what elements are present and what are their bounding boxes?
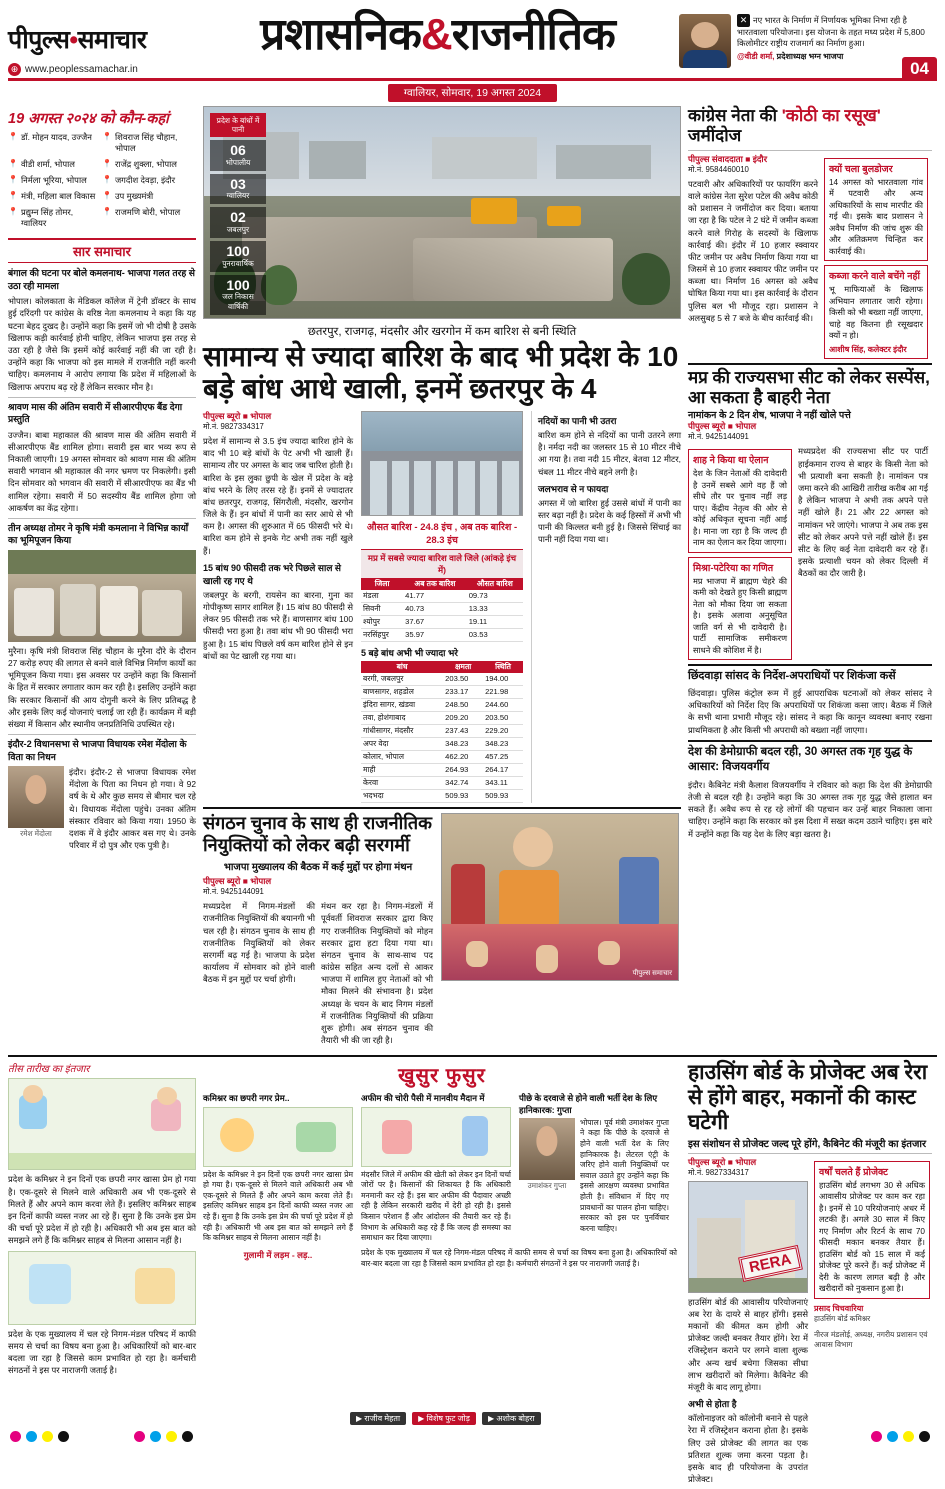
toon-art-1 <box>203 1107 353 1167</box>
rainfall-table <box>361 578 523 642</box>
toon-headline: अफीम की चोरी पैसी में मानवीय मैदान में <box>361 1093 485 1104</box>
housing-subhead: इस संशोधन से प्रोजेक्ट जल्द पूरे होंगे, कैबिनेट की मंजूरी का इंतजार <box>688 1138 927 1150</box>
brand-logo-main: पीपुल्स <box>8 26 70 54</box>
table-row: अपर वेदा 348.23 348.23 <box>361 737 523 750</box>
badge-item: 100 पुनरावार्षिक <box>210 241 266 272</box>
list-item <box>8 191 102 202</box>
story-headline: तीन अध्यक्ष तोमर ने कृषि मंत्री कमलाना ने विभिन्न कार्यों का भूमिपूजन किया <box>8 522 189 546</box>
location-pin-icon: 📍 <box>8 206 18 216</box>
table-header-row: बांध क्षमता स्थिति <box>361 661 523 673</box>
portrait-photo <box>519 1118 575 1180</box>
right-headline-4: देश की डेमोग्राफी बदल रही, 30 अगस्त तक गृह युद्ध के आसार: विजयवर्गीय <box>688 745 913 774</box>
story-body: अगस्त में जो बारिश हुई उससे बांधों में पानी का स्तर बढ़ा नहीं है। प्रदेश के कई हिस्सों में अभी भी पानी की किल्लत बनी हुई है। जिससे सिंचाई का पानी नहीं दिया गया था। <box>538 497 681 545</box>
title-left: प्रशासनिक <box>260 10 421 59</box>
list-item <box>8 132 102 154</box>
list-item <box>102 175 196 186</box>
location-pin-icon: 📍 <box>102 158 112 168</box>
story-body: बारिश कम होने से नदियों का पानी उतरने लगा है। नर्मदा नदी का जलस्तर 15 से 10 मीटर नीचे आ गया है। तवा नदी 15 मीटर, बेतवा 12 मीटर, चंबल 11 मीटर नीचे बहने लगी है। <box>538 429 681 477</box>
person-name: डॉ. मोहन यादव, उज्जैन <box>20 132 92 142</box>
toon-headline: पीछे के दरवाजे से होने वाली भर्ती देश के लिए हानिकारक: गुप्ता <box>519 1093 658 1115</box>
masthead-brand <box>8 6 196 76</box>
dams-table <box>361 661 523 803</box>
quote-role: हाउसिंग बोर्ड कमिश्नर <box>814 1313 871 1323</box>
toon-body: प्रदेश के कमिश्नर ने इन दिनों एक छपरी नगर खासा प्रेम हो गया है। एक-दूसरे से मिलने वाले अधिकारी अब भी एक-दूसरे से मिलते हैं और अपने काम करवा लेते हैं। इसलिए कमिश्नर साहब इन दिनों काफी व्यस्त नजर आ रहे हैं। सुना है कि उनके इस प्रेम की चर्चा पूरे प्रदेश में हो रही है। अधिकारी भी अब इस बात को समझने लगे हैं कि कमिश्नर साहब से मिलना आसान नहीं है। <box>203 1169 353 1243</box>
story-body: इंदौर। इंदौर-2 से भाजपा विधायक रमेश मेंदोला के पिता का निधन हो गया। वे 92 वर्ष के थे और कुछ समय से बीमार चल रहे थे। विधायक मेंदोला पहुंचे। उनका अंतिम संस्कार रविवार को किया गया। 1950 के दशक में वे इंदौर आकर बस गए थे। उनके परिवार में दो पुत्र और एक पुत्री है। <box>69 766 196 851</box>
left-column <box>8 106 196 1050</box>
person-name: मंत्री, महिला बाल विकास <box>20 190 96 201</box>
masthead-promo <box>679 6 937 68</box>
credit-2: ▶ विशेष फुट जोड़ <box>412 1412 476 1425</box>
story-body: प्रदेश के एक मुख्यालय में चल रहे निगम-मंडल परिषद में काफी समय से चर्चा का विषय बना हुआ है। अधिकारियों को बार-बार बदला जा रहा है जिससे काम प्रभावित हो रहा है। कर्मचारी संगठनों ने इस पर नाराजगी जताई है। <box>8 1328 196 1376</box>
divider <box>688 150 932 151</box>
rera-stamp: RERA <box>739 1245 803 1282</box>
list-item <box>102 207 196 229</box>
story-body: पटवारी और अधिकारियों पर फायरिंग करने वाले कांग्रेस नेता सुरेश पटेल की अवैध कोठी को प्रशासन ने जमींदोज कर दिया। बताया जा रहा है कि पटेल ने 2 घंटे में जमीन कब्जा करने वाले गिरोह के सदस्यों के खिलाफ कार्रवाई की। इंदौर में 10 हजार स्क्वायर फीट जमीन पर अवैध निर्माण किया गया था जिसमें से 10 हजार स्क्वायर फीट जमीन पर कब्जा था। निर्माण 16 अगस्त को अवैध घोषित किया गया था। इस कार्रवाई के दौरान पुलिस बल भी मौजूद रहा। प्रशासन ने अलसुबह 5 से 7 बजे के बीच कार्रवाई की। <box>688 178 818 323</box>
page-columns <box>8 106 937 1050</box>
left-story-3 <box>8 522 196 730</box>
brand-website[interactable] <box>8 63 196 76</box>
masthead-title <box>196 6 679 58</box>
divider <box>688 363 932 365</box>
divider <box>8 518 196 519</box>
infobox-mishra: मिश्रा-पटेरिया का गणित मप्र भाजपा में ब्राह्मण चेहरे की कमी को देखते हुए किसी ब्राह्मण नेता को मौका दिया जा सकता है। इसके अलावा अनुसूचित जाति वर्ग से भी दावेदारी है। पार्टी सामाजिक समीकरण साधने की कोशिश में है। <box>688 557 792 660</box>
lead-photo-demolition <box>203 106 681 319</box>
person-name: प्रद्युम्न सिंह तोमर, ग्वालियर <box>20 206 74 228</box>
location-pin-icon: 📍 <box>8 174 18 184</box>
right-column <box>688 106 932 1050</box>
divider <box>688 664 932 666</box>
shield-icon-label: कब्जा करने वाले बचेंगे नहीं <box>829 271 920 283</box>
section2-headline: संगठन चुनाव के साथ ही राजनीतिक नियुक्तियों को लेकर बढ़ी सरगर्मी <box>203 812 432 855</box>
rainfall-stat: औसत बारिश - 24.8 इंच , अब तक बारिश - 28.3 इंच <box>366 521 518 546</box>
person-name: वीडी शर्मा, भोपाल <box>20 158 75 169</box>
sub-headline: 5 बड़े बांध अभी भी ज्यादा भरे <box>361 647 458 658</box>
list-item <box>8 175 102 186</box>
dam-stats-badge <box>210 113 266 315</box>
list-item <box>102 191 196 202</box>
story-body: मंथन कर रहा है। निगम-मंडलों में पूर्ववर्ती शिवराज सरकार द्वारा किए गए राजनीतिक नियुक्तियों को मोहन सरकार द्वारा हटा दिया गया था। संगठन चुनाव के साथ-साथ पद कांग्रेस सहित अन्य दलों से आकर भाजपा में शामिल हुए नेताओं को भी मौका मिलने की संभावना है। प्रदेश अध्यक्ष के चयन के बाद निगम मंडलों में राजनीतिक नियुक्तियों की प्रक्रिया शुरू होगी। अब संगठन चुनाव की तैयारी भी की जा रही है। <box>321 901 433 1046</box>
story-headline: बंगाल की घटना पर बोले कमलनाथ- भाजपा गलत तरह से उठा रही मामला <box>8 268 195 291</box>
table-row: बरगी, जबलपुर 203.50 194.00 <box>361 673 523 686</box>
housing-headline: हाउसिंग बोर्ड के प्रोजेक्ट अब रेरा से होंगे बाहर, मकानों की कास्ट घटेगी <box>688 1061 928 1134</box>
table-row: कोलार, भोपाल 462.20 457.25 <box>361 750 523 763</box>
cartoon-title: तीस तारीख का इंतजार <box>8 1064 90 1076</box>
section-header-saar: सार समाचार <box>8 238 196 263</box>
list-item <box>102 132 196 154</box>
title-right: राजनीतिक <box>451 10 615 59</box>
dateline-text: ग्वालियर, सोमवार, 19 अगस्त 2024 <box>388 84 557 102</box>
khusur-column <box>8 1061 196 1489</box>
middle-column <box>203 106 681 1050</box>
story-body: छिंदवाड़ा। पुलिस कंट्रोल रूम में हुई आपराधिक घटनाओं को लेकर सांसद ने अधिकारियों को निर्देश दिए कि अपराधियों पर शिकंजा कसा जाए। बैठक में जिले के सभी थाना प्रभारी मौजूद रहे। सांसद ने कहा कि कानून व्यवस्था बनाए रखना प्राथमिकता है और किसी भी अपराधी को बख्शा नहीं जाएगा। <box>688 688 932 735</box>
table-row: गांधीसागर, मंदसौर 237.43 229.20 <box>361 724 523 737</box>
sub-headline: 15 बांध 90 फीसदी तक भरे पिछले साल से खाली रह गए थे <box>203 562 342 586</box>
story-headline: इंदौर-2 विधानसभा से भाजपा विधायक रमेश मेंदोला के विता का निधन <box>8 739 187 762</box>
promo-quote: नए भारत के निर्माण में निर्णायक भूमिका निभा रही है भारतवाला परियोजना। इस योजना के तहत मध्य प्रदेश में 5,800 किलोमीटर राष्ट्रीय राजमार्ग का निर्माण हुआ। <box>737 15 925 49</box>
footer-note: नीरज मंडलोई, अध्यक्ष, नगरीय प्रशासन एवं आवास विभाग <box>814 1329 928 1349</box>
infobox-why-bulldozer: क्यों चला बुलडोजर 14 अगस्त को भारतवाला गांव में पटवारी और अन्य अधिकारियों के साथ मारपीट की गई थी। इसके बाद प्रशासन ने अवैध निर्माण की जांच शुरू की और अतिक्रमण चिन्हित कर कार्रवाई की। <box>824 158 928 261</box>
story-body: मध्यप्रदेश की राज्यसभा सीट पर पार्टी हाईकमान राज्य से बाहर के किसी नेता को भी प्रत्याशी बना सकती है। नामांकन पत्र जमा करने की आखिरी तारीख करीब आ गई है लेकिन भाजपा ने अभी तक अपने पत्ते नहीं खोले हैं। 21 और 22 अगस्त को नामांकन भरे जाएंगे। भाजपा ने अब तक इस सीट को लेकर अपने पत्ते नहीं खोले हैं। इस सीट के लिए कई नेता दावेदारी कर रहे हैं। इसके प्रत्याशी चयन को लेकर दिल्ली में बैठकों का दौर जारी है। <box>798 446 928 579</box>
website-url: www.peoplessamachar.in <box>25 64 138 75</box>
color-registration-strip <box>0 1429 945 1443</box>
sub-headline: जलभराव से न फायदा <box>538 483 609 494</box>
section2-subhead: भाजपा मुख्यालय की बैठक में कई मुद्दों पर होगा मंथन <box>223 862 413 874</box>
x-logo-icon: ✕ <box>737 14 750 27</box>
photo-caption: उमाशंकर गुप्ता <box>527 1180 567 1190</box>
story-headline: श्रावण मास की अंतिम सवारी में सीआरपीएफ बैंड देगा प्रस्तुति <box>8 401 183 425</box>
lead-kicker: छतरपुर, राजगढ़, मंदसौर और खरगोन में कम बारिश से बनी स्थिति <box>307 326 577 338</box>
table-row: मंडला 41.77 09.73 <box>361 590 523 603</box>
right-headline-3: छिंदवाड़ा सांसद के निर्देश-अपराधियों पर शिकंजा कसें <box>688 670 896 683</box>
cartoon-left-2 <box>8 1251 196 1325</box>
promo-name: प्रदेशाध्यक्ष भग्न भाजपा <box>776 52 844 62</box>
badge-title: प्रदेश के बांधों में पानी <box>210 113 266 137</box>
brand-logo-dot: • <box>69 26 78 54</box>
list-item <box>8 207 102 229</box>
story-body: हाउसिंग बोर्ड की आवासीय परियोजनाएं अब रेरा के दायरे से बाहर होंगी। इससे मकानों की कीमत कम होगी और प्रोजेक्ट जल्दी बनकर तैयार होंगे। रेरा में रजिस्ट्रेशन कराने पर लगने वाला शुल्क और अन्य खर्च बचेगा जिसका सीधा लाभ खरीदारों को मिलेगा। कैबिनेट की मंजूरी के बाद लागू होगा। <box>688 1296 808 1392</box>
badge-item: 03 ग्वालियर <box>210 174 266 205</box>
infobox-projects: वर्षों चलते हैं प्रोजेक्ट हाउसिंग बोर्ड लगभग 30 से अधिक आवासीय प्रोजेक्ट पर काम कर रहा है। इनमें से 10 परियोजनाएं अधर में लटकी हैं। अगले 30 साल में किए गए निर्माण और रिटर्न के साथ 70 फीसदी मकान बनकर तैयार हैं। हाउसिंग बोर्ड को 15 साल में कई प्रोजेक्ट पूरे करने हैं। कई प्रोजेक्ट में देरी के कारण लागत बढ़ी है और खरीदारों को नुकसान हुआ है। <box>814 1161 930 1299</box>
location-pin-icon: 📍 <box>8 190 18 200</box>
right-subhead-2: नामांकन के 2 दिन शेष, भाजपा ने नहीं खोले पत्ते <box>688 410 851 422</box>
credit-3: ▶ अशोक बोहरा <box>482 1412 541 1425</box>
infobox-encroachers: कब्जा करने वाले बचेंगे नहीं भू माफियाओं के खिलाफ अभियान लगातार जारी रहेगा। किसी को भी बख्शा नहीं जाएगा, चाहे वह कितना ही रसूखदार क्यों न हो। आशीष सिंह, कलेक्टर इंदौर <box>824 265 928 358</box>
location-pin-icon: 📍 <box>8 132 18 141</box>
housing-board-column <box>688 1061 932 1489</box>
toon-headline: गुलामी में लड़म - लड़.. <box>243 1249 313 1260</box>
cartoon-left <box>8 1078 196 1170</box>
byline: पीपुल्स ब्यूरो ■ भोपाल मो.नं. 9827334317 <box>688 1156 757 1177</box>
right-headline-2: मप्र की राज्यसभा सीट को लेकर सस्पेंस, आ सकता है बाहरी नेता <box>688 367 930 407</box>
toon-headline: कमिश्नर का छपरी नगर प्रेम.. <box>203 1093 290 1104</box>
table-row: तवा, होशंगाबाद 209.20 203.50 <box>361 711 523 724</box>
quote-attribution: प्रसाद चिचवारिया <box>814 1303 864 1313</box>
list-item <box>102 159 196 170</box>
photo-credit: पीपुल्स समाचार <box>632 969 672 977</box>
byline: पीपुल्स ब्यूरो ■ भोपाल मो.नं. 9425144091 <box>203 876 272 897</box>
table-title: मप्र में सबसे ज्यादा बारिश वाले जिले (आंकड़े इंच में) <box>361 549 523 578</box>
badge-item: 06 भोपालीय <box>210 140 266 171</box>
sub-headline: अभी से होता है <box>688 1399 737 1410</box>
divider <box>8 734 196 735</box>
table-row: सिवनी 40.73 13.33 <box>361 602 523 615</box>
table-row: केरवा 342.74 343.11 <box>361 776 523 789</box>
rakhi-photo <box>441 813 679 981</box>
khusur-fusur-header: खुसुर फुसुर <box>398 1065 486 1088</box>
person-name: शिवराज सिंह चौहान, भोपाल <box>114 132 178 153</box>
who-where-title: 19 अगस्त २०२४ को कौन-कहां <box>8 111 169 127</box>
story-body: उज्जैन। बाबा महाकाल की श्रावण मास की अंतिम सवारी में सीआरपीएफ बैंड शामिल होगा। सवारी इस बार भव्य रूप से निकाली जाएगी। 19 अगस्त सोमवार को श्रावण मास की अंतिम सवारी भगवान श्री महाकाल की नगर भ्रमण पर निकलेगी। इसी दिन सोमवार को भगवान की सवारी में सीआरपीएफ का बैंड भी शामिल रहेगा। सवारी में 50 सदस्यीय बैंड शामिल होगा जो आकर्षण का केंद्र रहेगा। <box>8 429 196 513</box>
table-header-row: जिला अब तक बारिश औसत बारिश <box>361 578 523 590</box>
quote-attribution: आशीष सिंह, कलेक्टर इंदौर <box>829 344 907 354</box>
left-story-2 <box>8 401 196 514</box>
story-body: मध्यप्रदेश में निगम-मंडलों की राजनीतिक नियुक्तियों की बयानगी भी चल रही है। संगठन चुनाव के साथ ही राजनीतिक नियुक्तियों को लेकर सरगर्मी बढ़ गई है। भाजपा के प्रदेश कार्यालय में सोमवार को होने वाली बैठक में इन मुद्दों पर चर्चा होगी। <box>203 901 315 985</box>
toon-art-2 <box>361 1107 511 1167</box>
table-row: बाणसागर, शहडोल 233.17 221.98 <box>361 685 523 698</box>
table-row: भदभदा 509.93 509.93 <box>361 789 523 802</box>
location-pin-icon: 📍 <box>102 174 112 184</box>
lead-headline: सामान्य से ज्यादा बारिश के बाद भी प्रदेश के 10 बड़े बांध आधे खाली, इनमें छतरपुर के 4 <box>203 341 679 405</box>
brand-logo-sub: समाचार <box>77 26 147 54</box>
portrait-photo <box>8 766 64 828</box>
location-pin-icon: 📍 <box>102 132 112 141</box>
story-body: प्रदेश के कमिश्नर ने इन दिनों एक छपरी नगर खासा प्रेम हो गया है। एक-दूसरे से मिलने वाले अधिकारी अब भी एक-दूसरे से मिलते हैं और अपने काम करवा लेते हैं। इसलिए कमिश्नर साहब इन दिनों काफी व्यस्त नजर आ रहे हैं। सुना है कि उनके इस प्रेम की चर्चा पूरे प्रदेश में हो रही है। अधिकारी भी अब इस बात को समझने लगे हैं कि कमिश्नर साहब से मिलना आसान नहीं है। <box>8 1174 196 1246</box>
byline: पीपुल्स संवाददाता ■ इंदौर मो.नं. 9584460010 <box>688 153 768 174</box>
person-name: उप मुख्यमंत्री <box>114 190 154 201</box>
right-headline-1: कांग्रेस नेता की 'कोठी का रसूख' जमींदोज <box>688 106 881 146</box>
badge-item: 100 जल निकास वार्षिकी <box>210 275 266 316</box>
person-name: जगदीश देवड़ा, इंदौर <box>114 174 176 185</box>
masthead <box>8 6 937 81</box>
left-story-1 <box>8 267 196 392</box>
person-name: निर्मला भूरिया, भोपाल <box>20 174 87 185</box>
promo-handle: @वीडी शर्मा, <box>737 52 775 62</box>
left-story-4 <box>8 738 196 855</box>
story-photo <box>8 550 196 642</box>
location-pin-icon: 📍 <box>8 158 18 168</box>
infobox-shah: शाह ने किया था ऐलान देश के जिन नेताओं की दावेदारी है उनमें सबसे आगे वह हैं जो सीधे तौर पर चुनाव नहीं लड़ पाए। केंद्रीय नेतृत्व की ओर से कोई अधिकृत सूचना नहीं आई है। माना जा रहा है कि जल्द ही नाम का ऐलान कर दिया जाएगा। <box>688 449 792 552</box>
promo-portrait <box>679 14 731 68</box>
divider <box>203 807 681 809</box>
globe-icon: ⊕ <box>8 63 21 76</box>
toon-body: भोपाल। पूर्व मंत्री उमाशंकर गुप्ता ने कहा कि पीछे के दरवाजे से होने वाली भर्ती देश के लिए हानिकारक है। लेटरल एंट्री के जरिए होने वाली नियुक्तियों पर सवाल उठाते हुए उन्होंने कहा कि इससे आरक्षण व्यवस्था प्रभावित होती है। संविधान में दिए गए प्रावधानों का पालन होना चाहिए। सरकार को इस पर पुनर्विचार करना चाहिए। <box>580 1117 669 1233</box>
rera-photo <box>688 1181 808 1293</box>
page-number: 04 <box>902 57 937 81</box>
story-body: इंदौर। कैबिनेट मंत्री कैलाश विजयवर्गीय ने रविवार को कहा कि देश की डेमोग्राफी तेजी से बदल रही है। उन्होंने कहा कि 30 अगस्त तक गृह युद्ध जैसे हालात बन सकते हैं। अवैध रूप से रह रहे लोगों की पहचान कर उन्हें बाहर निकाला जाना चाहिए। उन्होंने कहा कि सरकार को इस दिशा में सख्त कदम उठाने चाहिए। इस बारे में उन्होंने कहा कि यह देश के लिए बड़ा खतरा है। <box>688 779 932 839</box>
dam-photo <box>361 411 523 516</box>
list-item <box>8 159 102 170</box>
divider <box>688 1153 932 1154</box>
divider <box>8 397 196 398</box>
byline: पीपुल्स ब्यूरो ■ भोपाल मो.नं. 9425144091 <box>688 421 757 442</box>
person-name: राजेंद्र शुक्ला, भोपाल <box>114 158 177 169</box>
photo-caption: रमेश मेंदोला <box>20 828 52 838</box>
byline: पीपुल्स ब्यूरो ■ भोपाल मो.नं. 9827334317 <box>203 410 272 431</box>
location-pin-icon: 📍 <box>102 206 112 216</box>
story-body: कॉलोनाइजर को कॉलोनी बनाने से पहले रेरा में रजिस्ट्रेशन कराना होता है। इसके लिए उसे प्रोजेक्ट की लागत का एक प्रतिशत शुल्क जमा करना पड़ता है। इसके बाद ही परियोजना के उपरांत प्रोजेक्ट। <box>688 1413 808 1485</box>
table-row: माही 264.93 264.17 <box>361 763 523 776</box>
story-body: प्रदेश में सामान्य से 3.5 इंच ज्यादा बारिश होने के बाद भी 10 बड़े बांधों के पेट अभी भी खाली हैं। सामान्य तौर पर अगस्त के बाद जब चारिश होती है। बारिश के इस लुका छुपी के खेल में प्रदेश के बड़े बांध भरने के लिए तरस रहे हैं। इनमें से ज्यादातर बांध छतरपुर, राजगढ़, सिंगरौली, मंदसौर, खरगोन जिले के हैं। इन बांधों में पानी का स्तर आधे से भी कम है। अगस्त की शुरुआत में 65 फीसदी भरे थे। बारिश कम होने से इनके गेट अभी तक नहीं खुले हैं। <box>203 435 353 556</box>
badge-item: 02 जबलपुर <box>210 207 266 238</box>
who-where-list <box>8 132 196 233</box>
location-pin-icon: 📍 <box>102 190 112 200</box>
story-body: मुरैना। कृषि मंत्री शिवराज सिंह चौहान के मुरैना दौरे के दौरान 27 करोड़ रुपए की लागत से बनने वाले विभिन्न निर्माण कार्यों का भूमिपूजन किया गया। इस अवसर पर उन्होंने कहा कि किसानों के हित में सरकार लगातार काम कर रही है। इसलिए उन्होंने कहा कि सरकार किसानों की आय दोगुनी करने के लिए प्रतिबद्ध है और इसके लिए कई योजनाएं चलाई जा रही हैं। कार्यक्रम में बड़ी संख्या में किसान और स्थानीय जनप्रतिनिधि उपस्थित रहे। <box>8 645 196 729</box>
title-amp: & <box>420 10 452 59</box>
divider <box>688 740 932 742</box>
footer-credits <box>350 1412 541 1425</box>
credit-1: ▶ राजीव मेहता <box>350 1412 406 1425</box>
toon-body: प्रदेश के एक मुख्यालय में चल रहे निगम-मंडल परिषद में काफी समय से चर्चा का विषय बना हुआ है। अधिकारियों को बार-बार बदला जा रहा है जिससे काम प्रभावित हो रहा है। कर्मचारी संगठनों ने इस पर नाराजगी जताई है। <box>361 1247 677 1268</box>
toon-body: मंदसौर जिले में अफीम की खेती को लेकर इन दिनों चर्चा जोरों पर है। किसानों की शिकायत है कि अधिकारी मनमानी कर रहे हैं। इस बार अफीम की पैदावार अच्छी रही है लेकिन सरकारी खरीद में देरी हो रही है। इससे किसान परेशान हैं और आंदोलन की तैयारी कर रहे हैं। विभाग के अधिकारी कह रहे हैं कि जल्द ही समस्या का समाधान कर दिया जाएगा। <box>361 1169 511 1243</box>
story-body: जबलपुर के बरगी, रायसेन का बारना, गुना का गोपीकृष्ण सागर शामिल हैं। 15 बांध 80 फीसदी से लेकर 95 फीसदी तक भरे हैं। बाणसागर बांध 100 फीसदी भरा हुआ है। तवा बांध भी 90 फीसदी भरा हुआ है। 15 बांध पिछले वर्ष कम बारिश होने से इन बांधों का पेट खाली रह गया था। <box>203 589 353 661</box>
table-row: श्योपुर 37.67 19.11 <box>361 615 523 628</box>
table-row: नरसिंहपुर 35.97 03.53 <box>361 628 523 641</box>
story-body: भोपाल। कोलकाता के मेडिकल कॉलेज में ट्रेनी डॉक्टर के साथ हुई दरिंदगी पर कांग्रेस के वरिष्ठ नेता कमलनाथ ने कहा कि यह घटना बेहद दुखद है। उन्होंने कहा कि इसमें जो भी दोषी है उसके खिलाफ कड़ी कार्रवाई होनी चाहिए, लेकिन भाजपा इस तरह से उठा रही है जैसे कि इसमें कोई कार्रवाई नहीं की जा रही है। उन्होंने कहा कि भाजपा को इस मामले में राजनीति नहीं करनी चाहिए। कमलनाथ ने आरोप लगाया कि प्रदेश में महिलाओं के खिलाफ अपराध बढ़ रहे हैं लेकिन सरकार मौन है। <box>8 296 196 392</box>
table-row: इंदिरा सागर, खंडवा 248.50 244.60 <box>361 698 523 711</box>
brand-logo <box>8 22 196 56</box>
person-name: राजमणि बोरी, भोपाल <box>114 206 181 217</box>
sub-headline: नदियों का पानी भी उतरा <box>538 415 617 426</box>
